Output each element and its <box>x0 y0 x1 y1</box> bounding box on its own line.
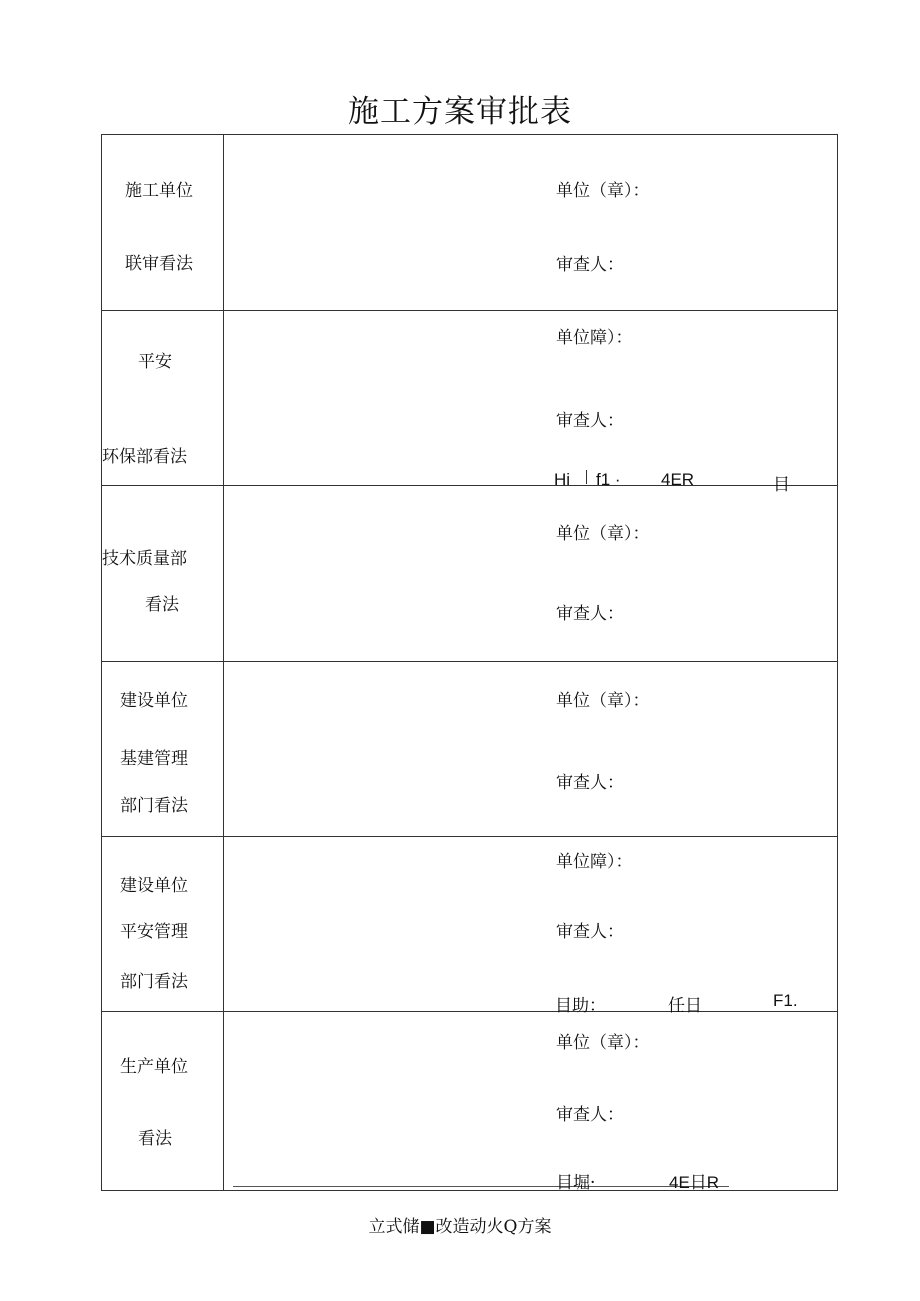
date-fragment: 目助： <box>555 996 606 1016</box>
reviewer-field-label: 审查人： <box>556 922 624 942</box>
page-title: 施工方案审批表 <box>348 94 572 130</box>
date-fragment: Hi <box>554 470 571 489</box>
seal-field-label: 单位障）： <box>556 328 633 348</box>
row-label-line: 平安 <box>138 352 172 372</box>
seal-field-label: 单位（章）： <box>556 524 650 544</box>
seal-field-label: 单位（章）： <box>556 691 650 711</box>
row-label-line: 生产单位 <box>120 1057 188 1077</box>
column-divider <box>223 134 224 1191</box>
seal-field-label: 单位（章）： <box>556 181 650 201</box>
row-label-line: 平安管理 <box>120 922 188 942</box>
row-label-line: 施工单位 <box>125 181 193 201</box>
date-fragment: f1 · <box>596 470 621 489</box>
seal-field-label: 单位障）： <box>556 852 633 872</box>
date-fragment: 目 <box>773 475 790 494</box>
row-label-line: 看法 <box>145 595 179 615</box>
reviewer-field-label: 审查人： <box>556 773 624 793</box>
date-separator <box>586 470 587 484</box>
row-divider <box>101 661 838 662</box>
row-label-line: 建设单位 <box>120 691 188 711</box>
approval-table <box>101 134 838 1191</box>
date-line <box>556 1168 728 1193</box>
date-line <box>554 470 794 494</box>
reviewer-field-label: 审查人： <box>556 604 624 624</box>
date-fragment: 4ER <box>661 470 695 489</box>
reviewer-field-label: 审查人： <box>556 1105 624 1125</box>
date-fragment: F1. <box>773 991 798 1010</box>
date-fragment: 任日 <box>668 996 702 1016</box>
footer-caption: 立式储■改造动火Q方案 <box>368 1217 552 1237</box>
row-divider <box>101 485 838 486</box>
date-fragment: 4E日R <box>669 1173 720 1192</box>
row-label-line: 部门看法 <box>120 796 188 816</box>
date-fragment: 目堀· <box>556 1173 596 1193</box>
reviewer-field-label: 审查人： <box>556 411 624 431</box>
row-label-line: 环保部看法 <box>102 447 187 467</box>
row-label-line: 联审看法 <box>125 254 193 274</box>
row-label-line: 看法 <box>138 1129 172 1149</box>
seal-field-label: 单位（章）： <box>556 1033 650 1053</box>
reviewer-field-label: 审查人： <box>556 255 624 275</box>
row-label-line: 部门看法 <box>120 972 188 992</box>
row-label-line: 基建管理 <box>120 749 188 769</box>
row-label-line: 技术质量部 <box>102 549 187 569</box>
row-divider <box>101 310 838 311</box>
date-line <box>555 989 802 1016</box>
row-divider <box>101 836 838 837</box>
row-label-line: 建设单位 <box>120 876 188 896</box>
